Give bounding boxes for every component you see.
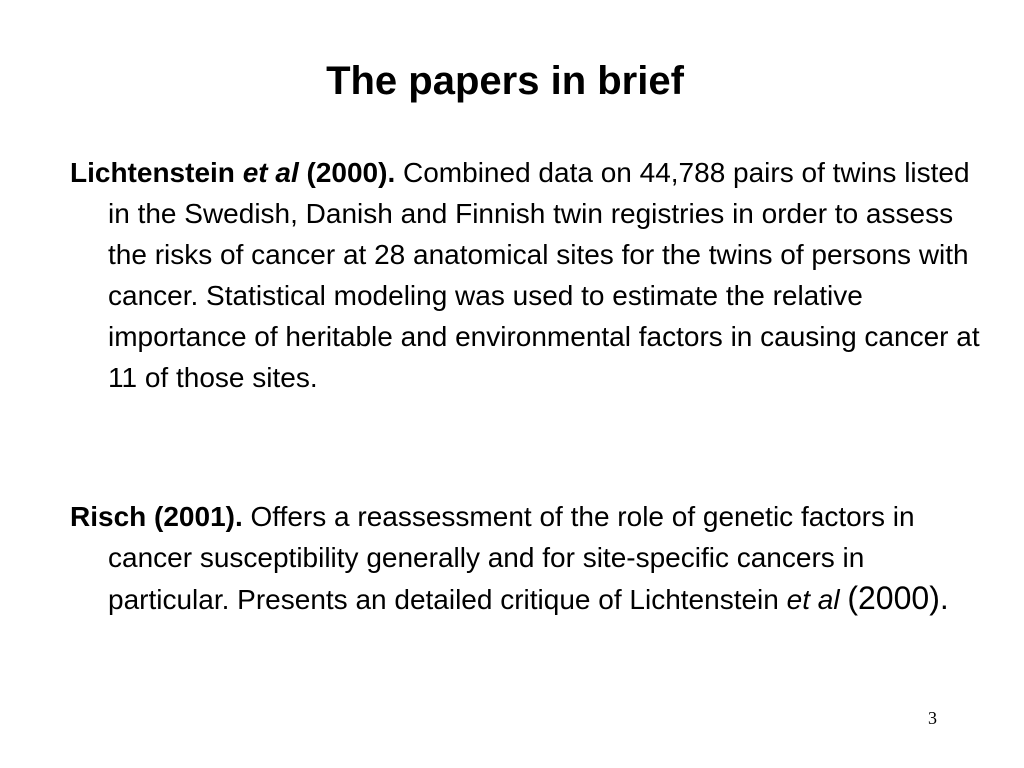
entry-author-name: Lichtenstein xyxy=(70,157,235,188)
entry-body-etal: et al xyxy=(786,584,840,615)
entry-author: Risch (2001). xyxy=(70,501,243,532)
paper-entry-lichtenstein xyxy=(70,152,988,398)
entry-author-etal: et al xyxy=(242,157,299,188)
page-number: 3 xyxy=(928,708,937,728)
entry-body: Combined data on 44,788 pairs of twins listed in the Swedish, Danish and Finnish twin registries in order to assess the risks of cancer at 28 anatomical sites for the twins of persons with cancer. Statistical modeling was used to estimate the relative importance of heritable and environmental factors in causing cancer at 11 of those sites. xyxy=(108,157,980,393)
paper-entry-risch xyxy=(70,496,988,620)
slide-title: The papers in brief xyxy=(326,59,684,103)
entry-body: Offers a reassessment of the role of genetic factors in cancer susceptibility generally and for site-specific cancers in particular. Presents an detailed critique of Lichtenstein xyxy=(108,501,915,615)
entry-body-year: (2000). xyxy=(847,580,949,616)
entry-year: (2000). xyxy=(306,157,396,188)
entry-author xyxy=(70,157,395,188)
